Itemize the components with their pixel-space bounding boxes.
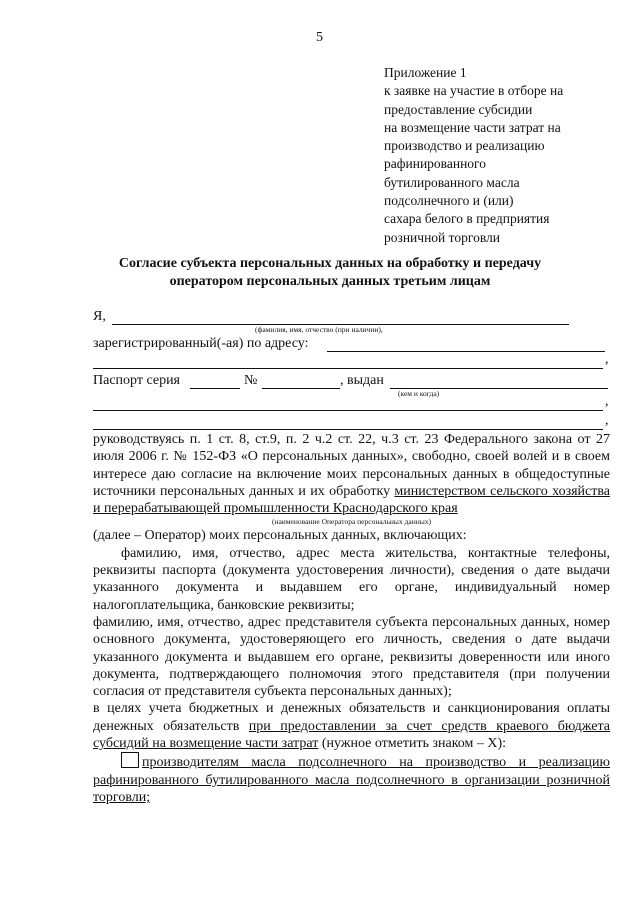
i-label: Я, xyxy=(93,309,106,324)
consent-text: руководствуясь п. 1 ст. 8, ст.9, п. 2 ч.2 ст. 22, ч.3 ст. 23 Федерального закона от 27 июля 2006 г. № 152-ФЗ «О персональных данных», свободно, своей волей и в своем интересе даю согласие на включение моих персональных данных в общедоступные источники персональных данных и их обработку xyxy=(93,432,610,499)
option-1-label: производителям масла подсолнечного на производство и реализацию рафинированного бутилированного масла подсолнечного в организации розничной торговли; xyxy=(93,755,610,805)
option-1-checkbox[interactable] xyxy=(121,752,139,768)
appendix-line: производство и реализацию xyxy=(384,138,545,154)
issued-label: , выдан xyxy=(340,373,384,388)
appendix-line: к заявке на участие в отборе на xyxy=(384,83,564,99)
consent-paragraph-3: фамилию, имя, отчество, адрес места жительства, контактные телефоны, реквизиты паспорта (документа удостоверения личности), сведения о дате выдачи указанного документа и выдавшем его органе, индивидуальный номер налогоплательщика, банковские реквизиты; xyxy=(93,545,610,613)
consent-paragraph-2: (далее – Оператор) моих персональных данных, включающих: xyxy=(93,528,467,544)
issued-comma-1: , xyxy=(605,394,609,409)
appendix-block xyxy=(384,64,563,247)
passport-series-label: Паспорт серия xyxy=(93,373,180,388)
purpose-text: в целях учета бюджетных и денежных обязательств и санкционирования оплаты денежных обязательств xyxy=(93,701,610,734)
appendix-line: предоставление субсидии xyxy=(384,101,533,117)
appendix-line: сахара белого в предприятия xyxy=(384,211,550,227)
consent-body xyxy=(93,431,610,806)
appendix-line: бутилированного масла xyxy=(384,174,520,190)
passport-number-field[interactable] xyxy=(262,388,340,389)
consent-paragraph-1 xyxy=(93,431,610,517)
address-comma: , xyxy=(605,352,609,367)
issued-comma-2: , xyxy=(605,413,609,428)
appendix-line: розничной торговли xyxy=(384,229,500,245)
consent-paragraph-5 xyxy=(93,700,610,752)
purpose-underlined: при предоставлении за счет средств краевого бюджета субсидий на возмещение части затрат xyxy=(93,718,610,752)
title-line-2: оператором персональных данных третьим лицам xyxy=(169,274,491,289)
appendix-line: рафинированного xyxy=(384,156,487,172)
appendix-line: на возмещение части затрат на xyxy=(384,119,561,135)
page-number: 5 xyxy=(316,30,323,45)
purpose-end: (нужное отметить знаком – X): xyxy=(318,736,507,752)
document-title xyxy=(90,255,570,291)
operator-caption: (наименование Оператора персональных данных) xyxy=(271,517,432,527)
passport-number-label: № xyxy=(244,373,258,388)
consent-paragraph-4: фамилию, имя, отчество, адрес представителя субъекта персональных данных, номер основного документа, удостоверяющего его личность, сведения о дате выдачи указанного документа и выдавшем его органе, реквизиты доверенности или иного документа, подтверждающего полномочия этого представителя (при получении согласия от представителя субъекта персональных данных); xyxy=(93,614,610,700)
appendix-line: Приложение 1 xyxy=(384,65,467,80)
option-1 xyxy=(93,752,610,806)
issued-by-field-line-2[interactable] xyxy=(93,410,603,411)
issued-by-field-line-3[interactable] xyxy=(93,429,603,430)
address-field-line-2[interactable] xyxy=(93,368,603,369)
passport-series-field[interactable] xyxy=(190,388,240,389)
appendix-line: подсолнечного и (или) xyxy=(384,193,514,209)
title-line-1: Согласие субъекта персональных данных на обработку и передачу xyxy=(118,256,542,271)
operator-name: министерством сельского хозяйства и перерабатывающей промышленности Краснодарского края xyxy=(93,483,611,517)
when-caption: (кем и когда) xyxy=(398,389,440,398)
address-field-line[interactable] xyxy=(327,351,605,352)
fio-caption: (фамилия, имя, отчество (при наличии), xyxy=(255,325,383,334)
registered-label: зарегистрированный(-ая) по адресу: xyxy=(93,336,309,351)
